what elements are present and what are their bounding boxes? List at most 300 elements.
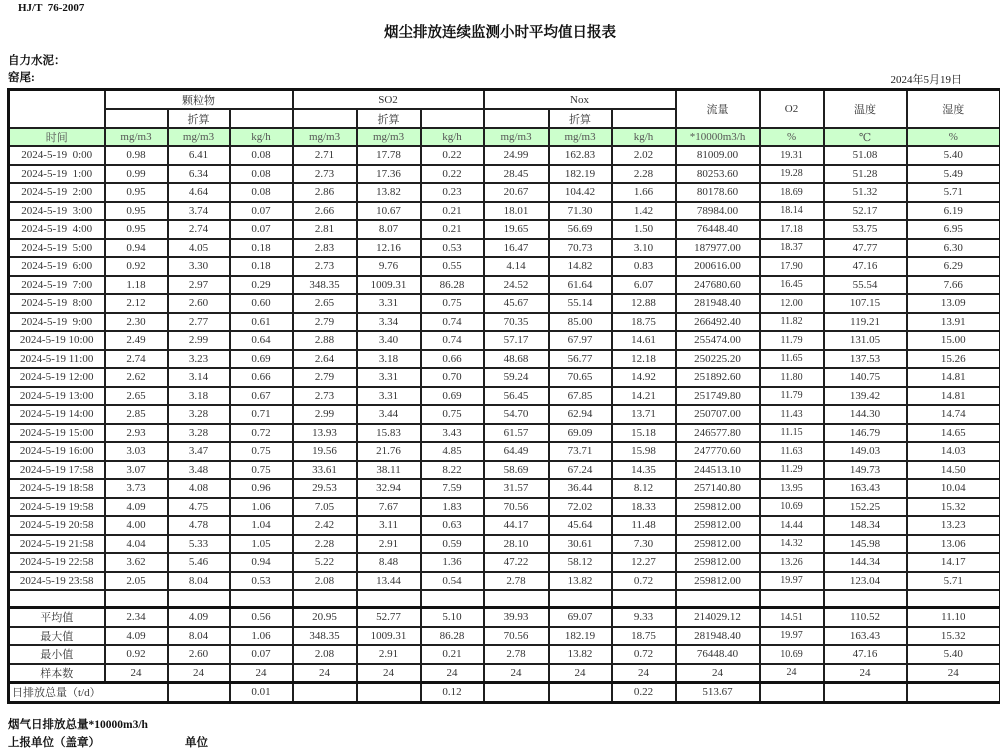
summary-row (9, 627, 1000, 646)
hourly-data-row (9, 239, 1000, 258)
value-cell: 10.04 (907, 479, 1000, 498)
summary-value-cell: 2.78 (484, 645, 549, 664)
empty-cell (760, 590, 824, 608)
value-cell: 7.67 (357, 498, 421, 517)
value-cell: 0.08 (230, 146, 293, 165)
value-cell: 15.18 (612, 424, 676, 443)
value-cell: 19.65 (484, 220, 549, 239)
nox-kgh-spacer (612, 109, 676, 128)
summary-value-cell: 5.40 (907, 645, 1000, 664)
value-cell: 0.99 (105, 165, 168, 184)
value-cell: 2.74 (105, 350, 168, 369)
value-cell: 70.35 (484, 313, 549, 332)
value-cell: 28.45 (484, 165, 549, 184)
hourly-data-row (9, 368, 1000, 387)
value-cell: 48.68 (484, 350, 549, 369)
summary-value-cell: 281948.40 (676, 627, 760, 646)
value-cell: 58.69 (484, 461, 549, 480)
value-cell: 5.49 (907, 165, 1000, 184)
summary-value-cell: 8.04 (168, 627, 230, 646)
flow-header: 流量 (676, 90, 760, 129)
value-cell: 3.10 (612, 239, 676, 258)
value-cell: 5.40 (907, 146, 1000, 165)
hourly-data-row (9, 516, 1000, 535)
time-cell: 2024-5-19 8:00 (9, 294, 105, 313)
value-cell: 67.24 (549, 461, 612, 480)
value-cell: 0.21 (421, 220, 484, 239)
value-cell: 17.36 (357, 165, 421, 184)
value-cell: 1.05 (230, 535, 293, 554)
value-cell: 38.11 (357, 461, 421, 480)
daily-total-value-cell (824, 683, 907, 703)
value-cell: 0.72 (230, 424, 293, 443)
summary-value-cell: 14.51 (760, 608, 824, 627)
value-cell: 13.26 (760, 553, 824, 572)
value-cell: 3.44 (357, 405, 421, 424)
summary-label: 最大值 (9, 627, 105, 646)
value-cell: 3.18 (168, 387, 230, 406)
value-cell: 187977.00 (676, 239, 760, 258)
value-cell: 31.57 (484, 479, 549, 498)
value-cell: 2.79 (293, 368, 357, 387)
value-cell: 0.75 (421, 294, 484, 313)
empty-cell (484, 590, 549, 608)
value-cell: 0.75 (230, 442, 293, 461)
summary-value-cell: 214029.12 (676, 608, 760, 627)
value-cell: 2.62 (105, 368, 168, 387)
time-cell: 2024-5-19 20:58 (9, 516, 105, 535)
time-cell: 2024-5-19 9:00 (9, 313, 105, 332)
value-cell: 14.50 (907, 461, 1000, 480)
hourly-data-row (9, 535, 1000, 554)
value-cell: 3.18 (357, 350, 421, 369)
company-name: 自力水泥： (8, 52, 66, 68)
value-cell: 2.81 (293, 220, 357, 239)
daily-total-value-cell (484, 683, 549, 703)
daily-total-label: 日排放总量（t/d） (9, 683, 168, 703)
value-cell: 0.75 (421, 405, 484, 424)
value-cell: 259812.00 (676, 535, 760, 554)
value-cell: 17.18 (760, 220, 824, 239)
time-header-spacer (9, 90, 105, 129)
value-cell: 2.93 (105, 424, 168, 443)
time-cell: 2024-5-19 19:58 (9, 498, 105, 517)
value-cell: 0.23 (421, 183, 484, 202)
hourly-data-row (9, 405, 1000, 424)
value-cell: 20.67 (484, 183, 549, 202)
value-cell: 2.73 (293, 257, 357, 276)
summary-value-cell: 24 (168, 664, 230, 683)
time-cell: 2024-5-19 13:00 (9, 387, 105, 406)
value-cell: 3.07 (105, 461, 168, 480)
value-cell: 2.64 (293, 350, 357, 369)
value-cell: 0.72 (612, 572, 676, 591)
summary-value-cell: 76448.40 (676, 645, 760, 664)
summary-label: 样本数 (9, 664, 105, 683)
value-cell: 30.61 (549, 535, 612, 554)
value-cell: 2.28 (293, 535, 357, 554)
value-cell: 2.77 (168, 313, 230, 332)
summary-value-cell: 1009.31 (357, 627, 421, 646)
value-cell: 80253.60 (676, 165, 760, 184)
summary-value-cell: 69.07 (549, 608, 612, 627)
unit-header: mg/m3 (357, 128, 421, 146)
time-cell: 2024-5-19 2:00 (9, 183, 105, 202)
value-cell: 19.28 (760, 165, 824, 184)
value-cell: 0.64 (230, 331, 293, 350)
value-cell: 2.65 (293, 294, 357, 313)
value-cell: 250225.20 (676, 350, 760, 369)
daily-total-value-cell: 0.12 (421, 683, 484, 703)
time-cell: 2024-5-19 12:00 (9, 368, 105, 387)
value-cell: 1009.31 (357, 276, 421, 295)
hourly-data-row (9, 479, 1000, 498)
unit-header: kg/h (230, 128, 293, 146)
hourly-data-row (9, 442, 1000, 461)
flue-gas-daily-total-label: 烟气日排放总量*10000m3/h (8, 716, 148, 732)
time-cell: 2024-5-19 18:58 (9, 479, 105, 498)
summary-value-cell: 47.16 (824, 645, 907, 664)
daily-total-value-cell (293, 683, 357, 703)
hourly-data-row (9, 331, 1000, 350)
value-cell: 3.43 (421, 424, 484, 443)
empty-cell (421, 590, 484, 608)
value-cell: 12.18 (612, 350, 676, 369)
value-cell: 4.75 (168, 498, 230, 517)
summary-row (9, 608, 1000, 627)
value-cell: 51.28 (824, 165, 907, 184)
pm-converted-header: 折算 (168, 109, 230, 128)
value-cell: 3.31 (357, 294, 421, 313)
value-cell: 16.47 (484, 239, 549, 258)
value-cell: 246577.80 (676, 424, 760, 443)
value-cell: 11.79 (760, 331, 824, 350)
hourly-data-row (9, 424, 1000, 443)
unit-header: mg/m3 (484, 128, 549, 146)
summary-value-cell: 0.72 (612, 645, 676, 664)
value-cell: 15.32 (907, 498, 1000, 517)
summary-value-cell: 24 (676, 664, 760, 683)
pm-group-header: 颗粒物 (105, 90, 293, 110)
value-cell: 24.52 (484, 276, 549, 295)
value-cell: 11.79 (760, 387, 824, 406)
value-cell: 19.56 (293, 442, 357, 461)
summary-value-cell: 1.06 (230, 627, 293, 646)
value-cell: 85.00 (549, 313, 612, 332)
value-cell: 14.81 (907, 387, 1000, 406)
standard-code: HJ/T 76-2007 (18, 2, 84, 14)
value-cell: 14.21 (612, 387, 676, 406)
so2-group-header: SO2 (293, 90, 484, 110)
summary-value-cell: 2.60 (168, 645, 230, 664)
value-cell: 123.04 (824, 572, 907, 591)
value-cell: 59.24 (484, 368, 549, 387)
value-cell: 70.65 (549, 368, 612, 387)
value-cell: 162.83 (549, 146, 612, 165)
value-cell: 0.95 (105, 183, 168, 202)
value-cell: 2.28 (612, 165, 676, 184)
value-cell: 2.86 (293, 183, 357, 202)
value-cell: 45.67 (484, 294, 549, 313)
summary-value-cell: 24 (105, 664, 168, 683)
value-cell: 1.36 (421, 553, 484, 572)
value-cell: 3.03 (105, 442, 168, 461)
value-cell: 0.98 (105, 146, 168, 165)
value-cell: 11.82 (760, 313, 824, 332)
summary-value-cell: 2.08 (293, 645, 357, 664)
summary-value-cell: 182.19 (549, 627, 612, 646)
value-cell: 7.30 (612, 535, 676, 554)
value-cell: 163.43 (824, 479, 907, 498)
value-cell: 3.34 (357, 313, 421, 332)
value-cell: 139.42 (824, 387, 907, 406)
value-cell: 4.04 (105, 535, 168, 554)
hourly-data-row (9, 572, 1000, 591)
summary-value-cell: 15.32 (907, 627, 1000, 646)
value-cell: 0.59 (421, 535, 484, 554)
value-cell: 2.49 (105, 331, 168, 350)
value-cell: 29.53 (293, 479, 357, 498)
value-cell: 2.91 (357, 535, 421, 554)
value-cell: 14.32 (760, 535, 824, 554)
pm-kgh-spacer (230, 109, 293, 128)
unit-header: kg/h (421, 128, 484, 146)
summary-value-cell: 13.82 (549, 645, 612, 664)
value-cell: 251749.80 (676, 387, 760, 406)
value-cell: 16.45 (760, 276, 824, 295)
summary-value-cell: 4.09 (105, 627, 168, 646)
value-cell: 73.71 (549, 442, 612, 461)
unit-header: kg/h (612, 128, 676, 146)
value-cell: 1.83 (421, 498, 484, 517)
value-cell: 13.95 (760, 479, 824, 498)
value-cell: 0.94 (105, 239, 168, 258)
value-cell: 0.07 (230, 202, 293, 221)
time-cell: 2024-5-19 5:00 (9, 239, 105, 258)
time-cell: 2024-5-19 4:00 (9, 220, 105, 239)
daily-total-value-cell: 0.01 (230, 683, 293, 703)
time-cell: 2024-5-19 11:00 (9, 350, 105, 369)
hourly-data-row (9, 165, 1000, 184)
hourly-data-row (9, 553, 1000, 572)
value-cell: 0.70 (421, 368, 484, 387)
value-cell: 70.56 (484, 498, 549, 517)
value-cell: 47.16 (824, 257, 907, 276)
empty-cell (357, 590, 421, 608)
value-cell: 4.78 (168, 516, 230, 535)
value-cell: 9.76 (357, 257, 421, 276)
value-cell: 0.60 (230, 294, 293, 313)
daily-total-value-cell (168, 683, 230, 703)
value-cell: 1.42 (612, 202, 676, 221)
value-cell: 107.15 (824, 294, 907, 313)
value-cell: 145.98 (824, 535, 907, 554)
summary-value-cell: 0.92 (105, 645, 168, 664)
value-cell: 76448.40 (676, 220, 760, 239)
hourly-data-row (9, 276, 1000, 295)
value-cell: 0.61 (230, 313, 293, 332)
empty-cell (549, 590, 612, 608)
value-cell: 0.69 (230, 350, 293, 369)
value-cell: 2.73 (293, 165, 357, 184)
value-cell: 14.61 (612, 331, 676, 350)
unit-header: mg/m3 (293, 128, 357, 146)
value-cell: 28.10 (484, 535, 549, 554)
value-cell: 148.34 (824, 516, 907, 535)
value-cell: 56.77 (549, 350, 612, 369)
value-cell: 72.02 (549, 498, 612, 517)
value-cell: 259812.00 (676, 498, 760, 517)
value-cell: 0.67 (230, 387, 293, 406)
units-header-row (9, 128, 1000, 146)
value-cell: 251892.60 (676, 368, 760, 387)
value-cell: 2.74 (168, 220, 230, 239)
o2-header: O2 (760, 90, 824, 129)
summary-value-cell: 24 (230, 664, 293, 683)
value-cell: 2.85 (105, 405, 168, 424)
value-cell: 67.97 (549, 331, 612, 350)
value-cell: 5.71 (907, 572, 1000, 591)
value-cell: 7.05 (293, 498, 357, 517)
summary-value-cell: 86.28 (421, 627, 484, 646)
value-cell: 0.54 (421, 572, 484, 591)
summary-value-cell: 52.77 (357, 608, 421, 627)
daily-total-value-cell (357, 683, 421, 703)
value-cell: 3.11 (357, 516, 421, 535)
value-cell: 119.21 (824, 313, 907, 332)
so2-raw-spacer (293, 109, 357, 128)
daily-total-row (9, 683, 1000, 703)
hourly-data-row (9, 220, 1000, 239)
unit-header: % (760, 128, 824, 146)
value-cell: 7.66 (907, 276, 1000, 295)
value-cell: 200616.00 (676, 257, 760, 276)
time-cell: 2024-5-19 21:58 (9, 535, 105, 554)
value-cell: 0.92 (105, 257, 168, 276)
summary-value-cell: 0.21 (421, 645, 484, 664)
pm-raw-spacer (105, 109, 168, 128)
summary-row (9, 645, 1000, 664)
value-cell: 1.66 (612, 183, 676, 202)
summary-value-cell: 163.43 (824, 627, 907, 646)
unit-label: 单位 (185, 734, 208, 750)
value-cell: 266492.40 (676, 313, 760, 332)
value-cell: 259812.00 (676, 516, 760, 535)
value-cell: 11.48 (612, 516, 676, 535)
value-cell: 144.30 (824, 405, 907, 424)
value-cell: 14.35 (612, 461, 676, 480)
summary-row (9, 664, 1000, 683)
value-cell: 2.12 (105, 294, 168, 313)
value-cell: 4.14 (484, 257, 549, 276)
value-cell: 146.79 (824, 424, 907, 443)
value-cell: 0.22 (421, 165, 484, 184)
empty-cell (230, 590, 293, 608)
value-cell: 13.23 (907, 516, 1000, 535)
value-cell: 14.82 (549, 257, 612, 276)
value-cell: 0.18 (230, 257, 293, 276)
value-cell: 14.17 (907, 553, 1000, 572)
value-cell: 53.75 (824, 220, 907, 239)
nox-raw-spacer (484, 109, 549, 128)
value-cell: 32.94 (357, 479, 421, 498)
value-cell: 10.67 (357, 202, 421, 221)
value-cell: 4.09 (105, 498, 168, 517)
nox-converted-header: 折算 (549, 109, 612, 128)
summary-value-cell: 39.93 (484, 608, 549, 627)
value-cell: 0.71 (230, 405, 293, 424)
value-cell: 0.75 (230, 461, 293, 480)
daily-total-value-cell: 513.67 (676, 683, 760, 703)
summary-value-cell: 24 (293, 664, 357, 683)
time-cell: 2024-5-19 17:58 (9, 461, 105, 480)
value-cell: 12.00 (760, 294, 824, 313)
value-cell: 61.57 (484, 424, 549, 443)
value-cell: 14.74 (907, 405, 1000, 424)
time-column-header: 时间 (9, 128, 105, 146)
value-cell: 15.83 (357, 424, 421, 443)
summary-value-cell: 0.56 (230, 608, 293, 627)
empty-cell (824, 590, 907, 608)
empty-cell (9, 590, 105, 608)
so2-kgh-spacer (421, 109, 484, 128)
summary-value-cell: 10.69 (760, 645, 824, 664)
value-cell: 6.30 (907, 239, 1000, 258)
value-cell: 2.30 (105, 313, 168, 332)
value-cell: 6.19 (907, 202, 1000, 221)
value-cell: 58.12 (549, 553, 612, 572)
empty-cell (907, 590, 1000, 608)
value-cell: 8.22 (421, 461, 484, 480)
value-cell: 17.78 (357, 146, 421, 165)
value-cell: 47.22 (484, 553, 549, 572)
time-cell: 2024-5-19 23:58 (9, 572, 105, 591)
value-cell: 3.47 (168, 442, 230, 461)
value-cell: 61.64 (549, 276, 612, 295)
value-cell: 13.82 (549, 572, 612, 591)
value-cell: 1.06 (230, 498, 293, 517)
value-cell: 0.83 (612, 257, 676, 276)
value-cell: 257140.80 (676, 479, 760, 498)
value-cell: 36.44 (549, 479, 612, 498)
time-cell: 2024-5-19 16:00 (9, 442, 105, 461)
summary-value-cell: 0.07 (230, 645, 293, 664)
temperature-header: 温度 (824, 90, 907, 129)
value-cell: 0.53 (421, 239, 484, 258)
value-cell: 0.96 (230, 479, 293, 498)
unit-header: mg/m3 (168, 128, 230, 146)
value-cell: 4.05 (168, 239, 230, 258)
value-cell: 78984.00 (676, 202, 760, 221)
value-cell: 1.04 (230, 516, 293, 535)
summary-value-cell: 18.75 (612, 627, 676, 646)
value-cell: 18.01 (484, 202, 549, 221)
summary-value-cell: 24 (612, 664, 676, 683)
value-cell: 2.71 (293, 146, 357, 165)
value-cell: 13.44 (357, 572, 421, 591)
value-cell: 255474.00 (676, 331, 760, 350)
value-cell: 247680.60 (676, 276, 760, 295)
value-cell: 69.09 (549, 424, 612, 443)
value-cell: 55.14 (549, 294, 612, 313)
value-cell: 13.93 (293, 424, 357, 443)
time-cell: 2024-5-19 3:00 (9, 202, 105, 221)
value-cell: 0.07 (230, 220, 293, 239)
value-cell: 71.30 (549, 202, 612, 221)
value-cell: 3.28 (168, 424, 230, 443)
summary-value-cell: 70.56 (484, 627, 549, 646)
value-cell: 140.75 (824, 368, 907, 387)
